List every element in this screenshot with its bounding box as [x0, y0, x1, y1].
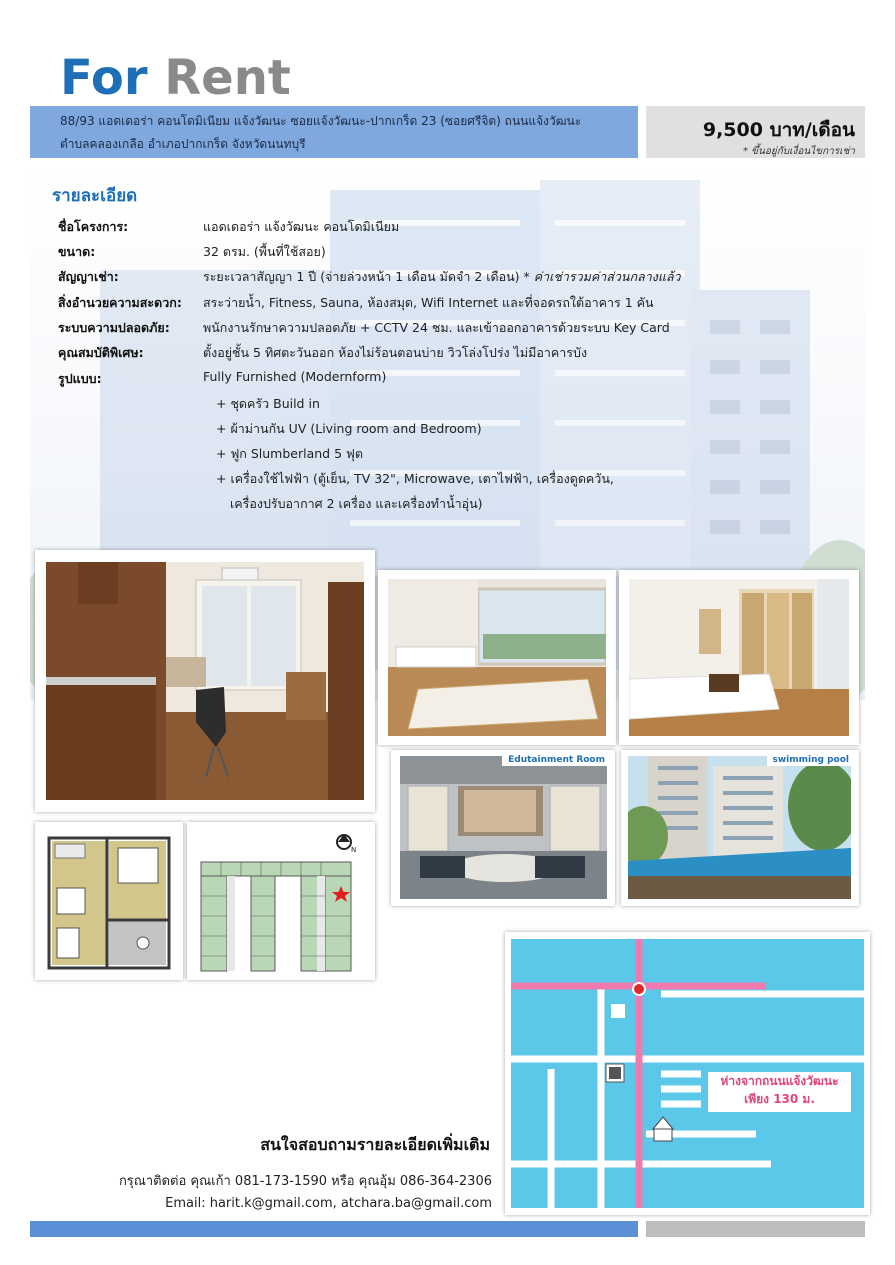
detail-label: ขนาด: [58, 244, 96, 259]
map-distance-note [708, 1072, 851, 1112]
page-title [60, 52, 291, 104]
address-line-2: ตำบลคลองเกลือ อำเภอปากเกร็ด จังหวัดนนทบุรี [60, 137, 306, 151]
detail-label: สิ่งอำนวยความสะดวก: [58, 295, 182, 310]
address-line-1: 88/93 แอดเดอร่า คอนโดมิเนียม แจ้งวัฒนะ ซอยแจ้งวัฒนะ-ปากเกร็ด 23 (ซอยศรีจิต) ถนนแจ้งวัฒนะ [60, 114, 582, 128]
details-heading: รายละเอียด [52, 186, 138, 206]
detail-label: ชื่อโครงการ: [58, 219, 129, 234]
furnishing-item: + ชุดครัว Build in [216, 396, 320, 411]
detail-label: สัญญาเช่า: [58, 269, 119, 284]
edutainment-photo-frame [391, 750, 615, 906]
bedroom-photo-frame-2 [619, 570, 859, 745]
contact-title: สนใจสอบถามรายละเอียดเพิ่มเติม [260, 1135, 490, 1154]
detail-value: 32 ตรม. (พื้นที่ใช้สอย) [203, 244, 326, 259]
detail-value: แอดเดอร่า แจ้งวัฒนะ คอนโดมิเนียม [203, 219, 400, 234]
pool-photo-frame [621, 750, 859, 906]
edutainment-room-photo [400, 756, 607, 899]
furnishing-item: + ผ้าม่านกัน UV (Living room and Bedroom) [216, 421, 482, 436]
furnishing-item: + เครื่องใช้ไฟฟ้า (ตู้เย็น, TV 32", Microwave, เตาไฟฟ้า, เครื่องดูดควัน, [216, 471, 614, 486]
detail-label: รูปแบบ: [58, 371, 102, 386]
price-box [646, 106, 865, 158]
north-label: N [351, 846, 357, 854]
contact-email[interactable]: Email: harit.k@gmail.com, atchara.ba@gmail.com [165, 1196, 492, 1211]
furnishing-item: + ฟูก Slumberland 5 ฟุต [216, 446, 363, 461]
building-plan-frame [187, 822, 375, 980]
detail-value: พนักงานรักษาความปลอดภัย + CCTV 24 ชม. และเข้าออกอาคารด้วยระบบ Key Card [203, 320, 670, 335]
unit-floor-plan [43, 828, 175, 974]
contact-phone[interactable]: กรุณาติดต่อ คุณเก้า 081-173-1590 หรือ คุณอุ้ม 086-364-2306 [118, 1174, 492, 1189]
furnishing-item: เครื่องปรับอากาศ 2 เครื่อง และเครื่องทำน้ำอุ่น) [230, 496, 483, 511]
edutainment-caption: Edutainment Room [502, 754, 611, 766]
footer-gray-bar [646, 1221, 865, 1237]
bedroom-photo-2 [629, 579, 849, 736]
title-for: For [60, 50, 148, 106]
contract-note: * ค่าเช่ารวมค่าส่วนกลางแล้ว [523, 269, 681, 284]
detail-label: ระบบความปลอดภัย: [58, 320, 170, 335]
detail-label: คุณสมบัติพิเศษ: [58, 345, 144, 360]
bedroom-photo-frame-1 [378, 570, 616, 745]
detail-value [203, 267, 681, 287]
title-rent: Rent [164, 50, 291, 106]
living-room-photo-frame [35, 550, 375, 812]
footer-blue-bar [30, 1221, 638, 1237]
floor-plan-frame [35, 822, 183, 980]
bedroom-photo-1 [388, 579, 606, 736]
detail-value: Fully Furnished (Modernform) [203, 369, 387, 384]
detail-value: ตั้งอยู่ชั้น 5 ทิศตะวันออก ห้องไม่ร้อนตอนบ่าย วิวโล่งโปร่ง ไม่มีอาคารบัง [203, 345, 588, 360]
pool-caption: swimming pool [767, 754, 855, 766]
living-room-photo [46, 562, 364, 800]
rent-price: 9,500 บาท/เดือน [702, 119, 855, 141]
building-floor-plan [191, 826, 371, 976]
location-map[interactable] [505, 932, 870, 1215]
detail-value: สระว่ายน้ำ, Fitness, Sauna, ห้องสมุด, Wifi Internet และที่จอดรถใต้อาคาร 1 คัน [203, 295, 654, 310]
address-bar [30, 106, 638, 158]
swimming-pool-photo [628, 756, 851, 899]
destination-pin-icon [633, 983, 645, 995]
contract-text: ระยะเวลาสัญญา 1 ปี (จ่ายล่วงหน้า 1 เดือน มัดจำ 2 เดือน) [203, 269, 520, 284]
map-note-line-2: เพียง 130 ม. [744, 1092, 815, 1106]
price-note: * ขึ้นอยู่กับเงื่อนไขการเช่า [743, 146, 855, 157]
map-note-line-1: ห่างจากถนนแจ้งวัฒนะ [720, 1074, 839, 1088]
